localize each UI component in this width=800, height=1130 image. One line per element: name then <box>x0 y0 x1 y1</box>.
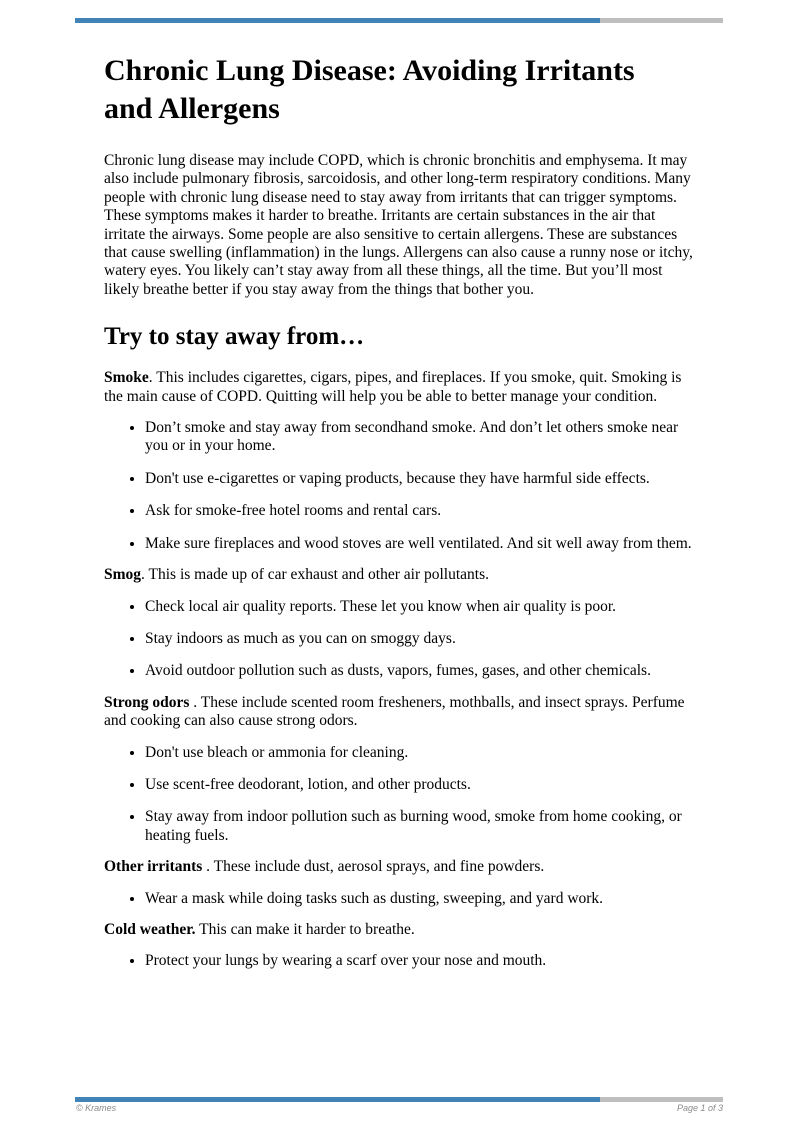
bullet-item: • Use scent-free deodorant, lotion, and other products. <box>145 776 698 794</box>
section-lead-paragraph <box>104 921 698 939</box>
section-lead: Strong odors <box>104 693 190 711</box>
bullet-list <box>104 598 698 681</box>
intro-paragraph: Chronic lung disease may include COPD, which is chronic bronchitis and emphysema. It may also include pulmonary fibrosis, sarcoidosis, and other long-term respiratory conditions. Many people with chronic lung disease need to stay away from irritants that can trigger symptoms. These symptoms makes it harder to breathe. Irritants are certain substances in the air that irritate the airways. Some people are also sensitive to certain allergens. These are substances that cause swelling (inflammation) in the lungs. Allergens can also cause a runny nose or itchy, watery eyes. You likely can’t stay away from all these things, all the time. But you’ll most likely breathe better if you stay away from the things that bother you. <box>104 152 693 298</box>
bullet-item: • Wear a mask while doing tasks such as dusting, sweeping, and yard work. <box>145 890 698 908</box>
irritant-section <box>104 921 698 971</box>
footer-accent-bar-gray-segment <box>600 1097 723 1102</box>
bullet-item: • Don’t smoke and stay away from secondhand smoke. And don’t let others smoke near you or in your home. <box>145 419 698 456</box>
section-lead-paragraph <box>104 369 698 406</box>
bullet-item: • Don't use e-cigarettes or vaping products, because they have harmful side effects. <box>145 470 698 488</box>
top-accent-bar <box>75 18 723 23</box>
bullet-item: • Protect your lungs by wearing a scarf over your nose and mouth. <box>145 952 698 970</box>
section-heading: Try to stay away from… <box>104 323 365 351</box>
section-lead-paragraph <box>104 694 698 731</box>
section-lead: Other irritants <box>104 858 203 876</box>
section-lead-rest: . These include scented room fresheners, mothballs, and insect sprays. Perfume and cooking can also cause strong odors. <box>104 693 685 730</box>
page-title-line2: and Allergens <box>104 92 280 125</box>
irritant-section <box>104 858 698 908</box>
irritant-section <box>104 694 698 845</box>
page-title <box>104 52 698 128</box>
footer-accent-bar <box>75 1097 723 1102</box>
bullet-item: • Make sure fireplaces and wood stoves are well ventilated. And sit well away from them. <box>145 535 698 553</box>
section-lead: Smog <box>104 566 142 584</box>
page-number: Page 1 of 3 <box>676 1103 723 1113</box>
section-lead-paragraph <box>104 566 698 584</box>
bullet-item: • Don't use bleach or ammonia for cleaning. <box>145 744 698 762</box>
section-lead-rest: . This is made up of car exhaust and other air pollutants. <box>141 566 489 584</box>
sections-container <box>104 369 698 971</box>
top-accent-bar-blue-segment <box>75 18 600 23</box>
bullet-item: • Ask for smoke-free hotel rooms and rental cars. <box>145 502 698 520</box>
bullet-item: • Check local air quality reports. These let you know when air quality is poor. <box>145 598 698 616</box>
bullet-list <box>104 744 698 846</box>
copyright-text: © Krames <box>76 1103 117 1113</box>
section-lead-paragraph <box>104 858 698 876</box>
section-lead-rest: . This includes cigarettes, cigars, pipes, and fireplaces. If you smoke, quit. Smoking is the main cause of COPD. Quitting will help you be able to better manage your condition. <box>104 369 682 405</box>
page-title-line1: Chronic Lung Disease: Avoiding Irritants <box>104 54 635 87</box>
bullet-item: • Stay indoors as much as you can on smoggy days. <box>145 630 698 648</box>
bullet-item: • Stay away from indoor pollution such as burning wood, smoke from home cooking, or heating fuels. <box>145 808 698 845</box>
section-lead-rest: . These include dust, aerosol sprays, and fine powders. <box>202 858 545 876</box>
bullet-item: • Avoid outdoor pollution such as dusts, vapors, fumes, gases, and other chemicals. <box>145 662 698 680</box>
section-lead: Cold weather. <box>104 920 196 938</box>
section-lead: Smoke <box>104 369 149 387</box>
top-accent-bar-gray-segment <box>600 18 723 23</box>
bullet-list <box>104 419 698 553</box>
irritant-section <box>104 566 698 681</box>
bullet-list <box>104 952 698 970</box>
bullet-list <box>104 890 698 908</box>
section-lead-rest: This can make it harder to breathe. <box>195 920 415 938</box>
document-content <box>104 52 698 984</box>
footer <box>76 1103 723 1113</box>
irritant-section <box>104 369 698 553</box>
footer-accent-bar-blue-segment <box>75 1097 600 1102</box>
